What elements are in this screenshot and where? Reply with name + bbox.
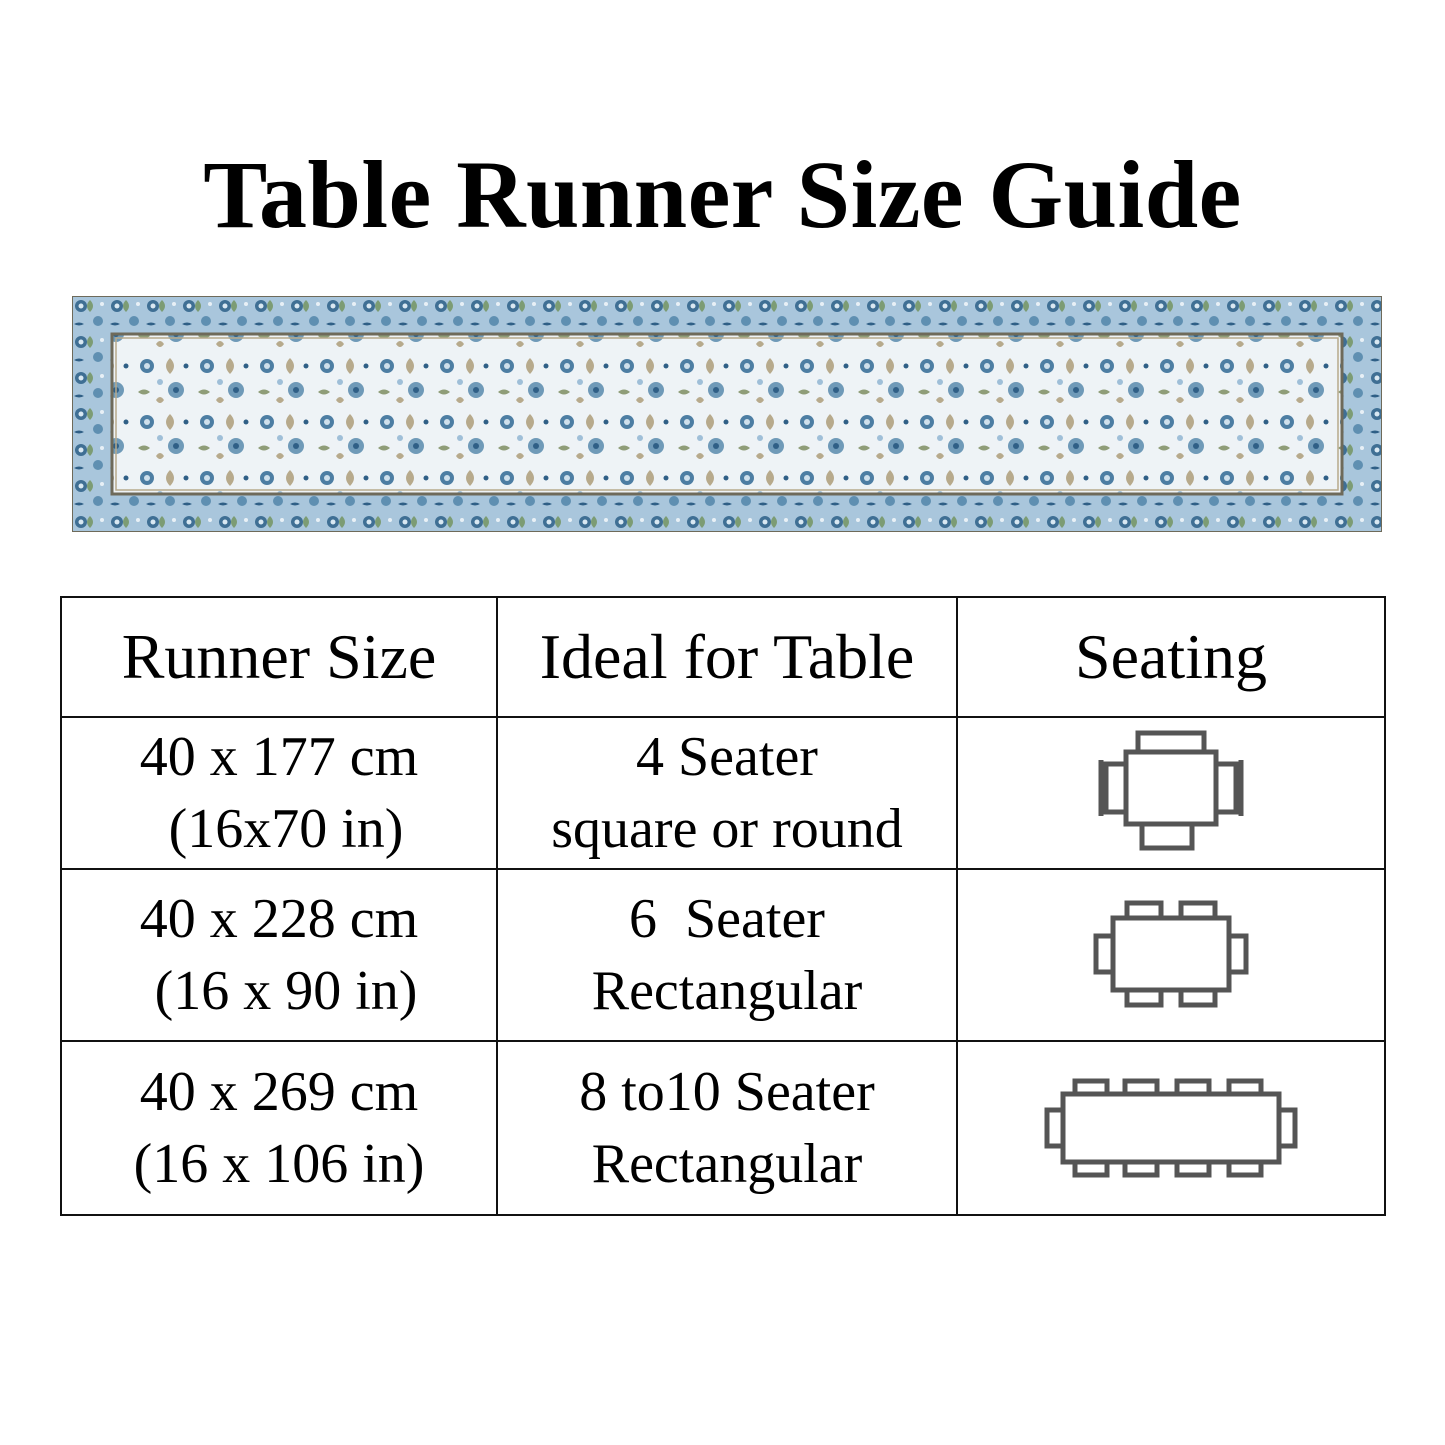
- size-in: (16x70 in): [154, 798, 404, 860]
- size-cm: 40 x 228 cm: [139, 888, 419, 950]
- size-in: (16 x 106 in): [133, 1133, 425, 1195]
- seating-cell: [957, 869, 1385, 1041]
- seating-cell: [957, 1041, 1385, 1215]
- table-type-line2: Rectangular: [591, 1133, 863, 1195]
- table-type-line2: square or round: [551, 798, 903, 860]
- page-title: Table Runner Size Guide: [203, 141, 1242, 248]
- four-seater-square-table-icon: [1096, 730, 1246, 856]
- table-type-line1: 6 Seater: [629, 888, 825, 950]
- size-cm: 40 x 177 cm: [139, 726, 419, 788]
- runner-size-cell: [61, 1041, 497, 1215]
- floral-table-runner-image: [72, 296, 1382, 532]
- ideal-table-cell: [497, 869, 957, 1041]
- header-ideal-for-table: Ideal for Table: [497, 597, 957, 717]
- size-cm: 40 x 269 cm: [139, 1061, 419, 1123]
- table-header-row: [61, 597, 1385, 717]
- header-seating: Seating: [957, 597, 1385, 717]
- table-type-line1: 4 Seater: [636, 726, 818, 788]
- header-runner-size: Runner Size: [61, 597, 497, 717]
- table-type-line2: Rectangular: [591, 960, 863, 1022]
- size-guide-table: [60, 596, 1386, 1216]
- table-type-line1: 8 to10 Seater: [579, 1061, 875, 1123]
- ideal-table-cell: [497, 717, 957, 869]
- table-row: [61, 869, 1385, 1041]
- ten-seater-rectangular-table-icon: [1043, 1078, 1299, 1178]
- ideal-table-cell: [497, 1041, 957, 1215]
- seating-cell: [957, 717, 1385, 869]
- size-in: (16 x 90 in): [140, 960, 418, 1022]
- table-row: [61, 1041, 1385, 1215]
- six-seater-rectangular-table-icon: [1091, 900, 1251, 1010]
- table-row: [61, 717, 1385, 869]
- runner-size-cell: [61, 717, 497, 869]
- runner-size-cell: [61, 869, 497, 1041]
